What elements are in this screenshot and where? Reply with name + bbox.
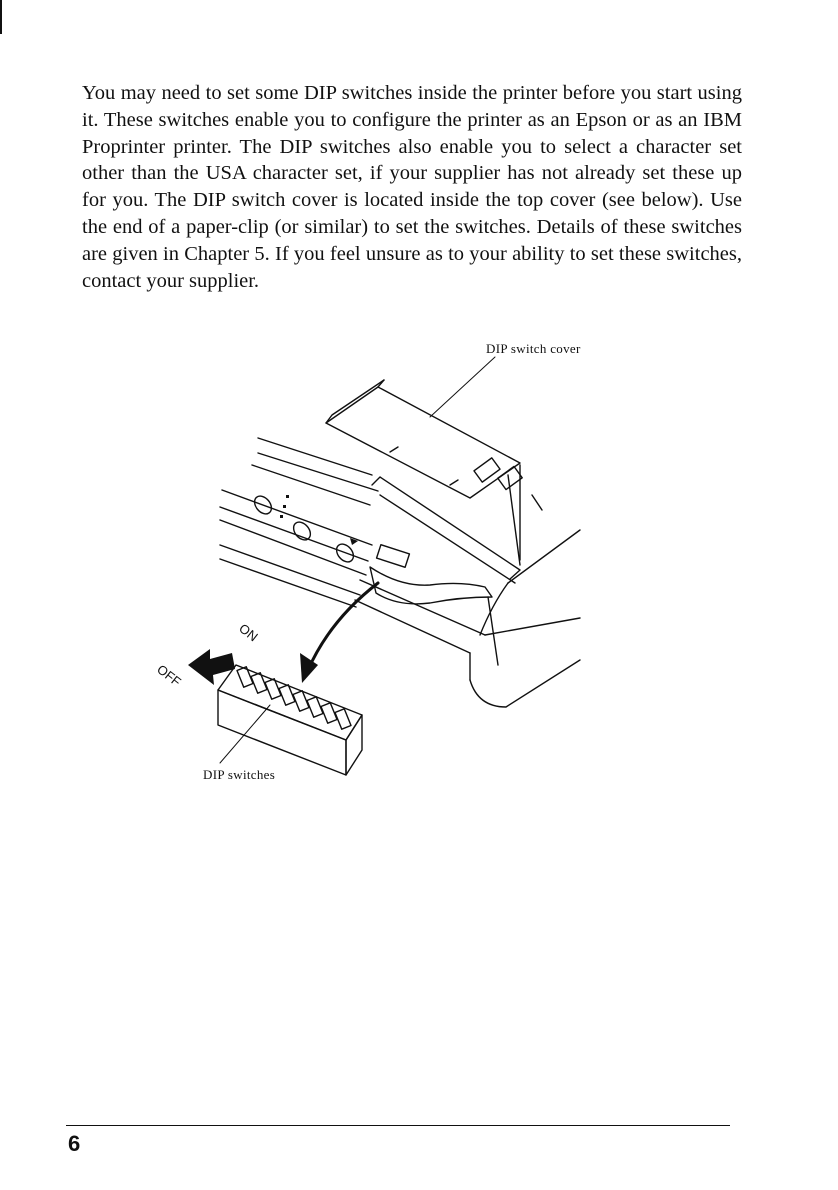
dip-switch-block — [218, 665, 362, 775]
dip-switches-label: DIP switches — [203, 767, 276, 782]
on-label: ON — [236, 620, 261, 645]
dip-switch-cover — [326, 380, 522, 498]
indicator-dots — [280, 495, 358, 545]
printer-dip-switch-illustration — [140, 335, 610, 795]
page-number: 6 — [68, 1131, 81, 1156]
off-label: OFF — [154, 661, 184, 690]
switches-leader-line — [220, 705, 270, 763]
intro-paragraph: You may need to set some DIP switches inside the printer before you start using it. These switches enable you to configure the printer as an Epson or as an IBM Proprinter printer. The DIP switches also enable you to select a character set other than the USA character set, if your supplier has not already set these up for you. The DIP switch cover is located inside the top cover (see below). Use the end of a paper-clip (or similar) to set the switches. Details of these switches are given in Chapter 5. If you feel unsure as to your ability to set these switches, contact your supplier. — [82, 82, 742, 292]
dip-switch-cover-label: DIP switch cover — [486, 341, 581, 356]
cover-leader-line — [430, 357, 495, 417]
on-off-direction-arrow — [188, 649, 235, 685]
pointer-arrow-shaft — [308, 583, 378, 670]
illustration-svg — [140, 335, 610, 795]
footer-rule — [66, 1125, 730, 1126]
scan-edge-mark — [0, 0, 2, 34]
printer-body — [220, 438, 580, 707]
